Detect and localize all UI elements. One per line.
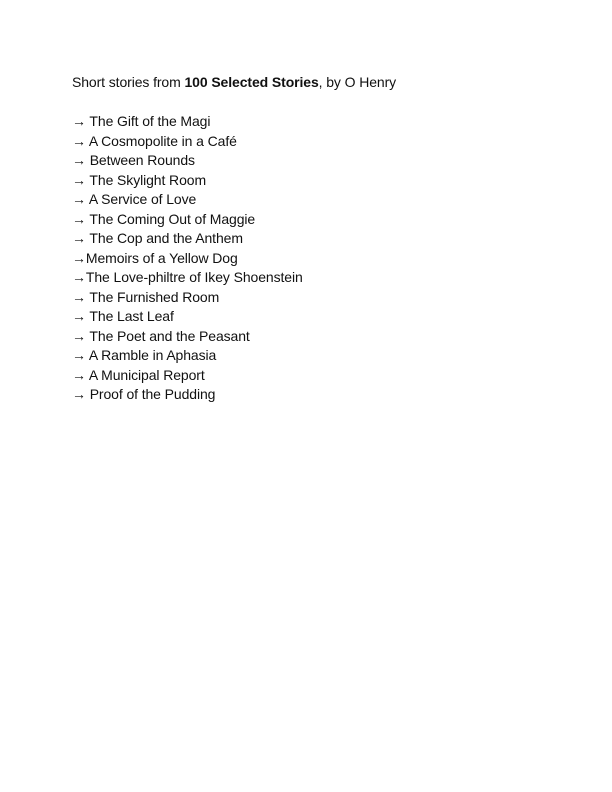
list-item: → The Poet and the Peasant [72,327,250,344]
list-item: → A Municipal Report [72,366,205,383]
list-item: → Between Rounds [72,152,195,168]
heading-suffix: , by O Henry [318,74,397,90]
list-item: → The Last Leaf [72,308,174,324]
list-item: → A Service of Love [72,191,197,207]
list-item: → A Ramble in Aphasia [72,347,217,363]
list-item: → A Cosmopolite in a Café [72,132,237,149]
story-list [72,112,542,405]
list-item: → The Cop and the Anthem [72,230,243,246]
list-item: → The Skylight Room [72,171,207,188]
list-item: → The Gift of the Magi [72,113,211,129]
list-item: →The Love-philtre of Ikey Shoenstein [72,269,303,285]
list-item: → The Furnished Room [72,288,220,305]
heading-prefix: Short stories from [72,74,185,90]
book-title: 100 Selected Stories [184,74,319,90]
list-item: → The Coming Out of Maggie [72,210,256,227]
list-item: → Proof of the Pudding [72,386,216,402]
document-body [72,73,542,405]
heading-line [72,73,542,93]
list-item: →Memoirs of a Yellow Dog [72,249,238,266]
